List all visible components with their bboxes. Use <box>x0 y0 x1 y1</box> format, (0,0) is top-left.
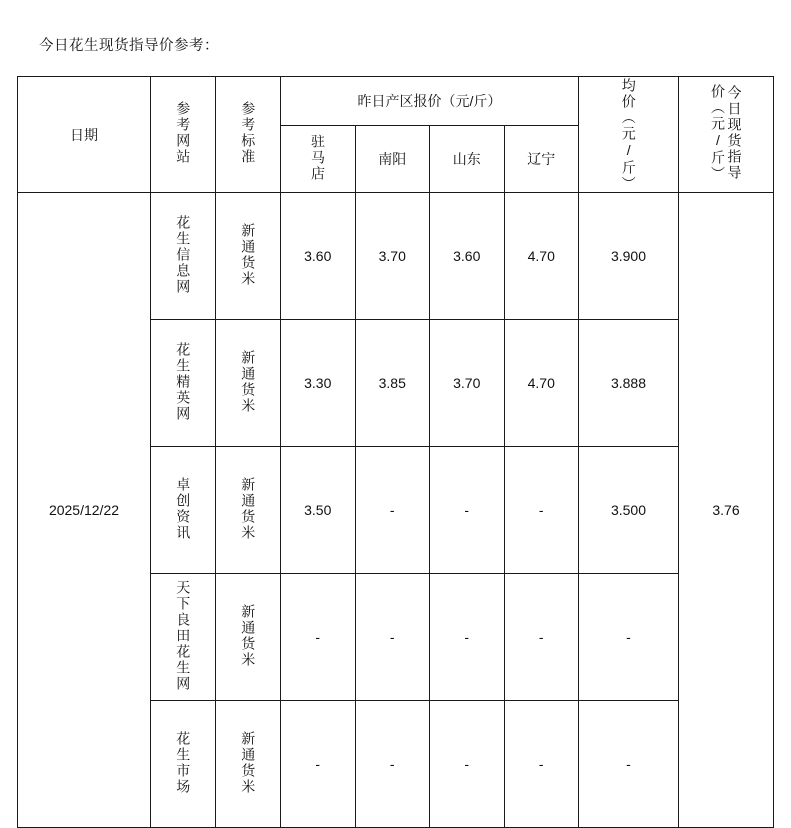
cell-site <box>151 701 216 828</box>
cell-average: 3.888 <box>579 320 679 447</box>
header-date <box>18 77 151 193</box>
cell-standard-label: 新通货米 <box>240 222 257 287</box>
header-standard <box>216 77 281 193</box>
header-region-liaoning-label: 辽宁 <box>527 151 556 167</box>
cell-site <box>151 574 216 701</box>
cell-price-liaoning: 4.70 <box>504 320 579 447</box>
document-page <box>17 14 774 795</box>
cell-price-nanyang: - <box>355 701 430 828</box>
header-standard-label: 参考标准 <box>240 101 257 165</box>
cell-price-zhumadian: 3.30 <box>281 320 356 447</box>
page-title: 今日花生现货指导价参考： <box>39 38 219 54</box>
header-average-label: 均价（元/斤） <box>620 77 637 192</box>
cell-price-shandong: - <box>430 701 505 828</box>
cell-site-label: 花生市场 <box>175 730 192 795</box>
header-guide-price <box>679 77 774 193</box>
cell-price-shandong: - <box>430 574 505 701</box>
cell-site-label: 花生精英网 <box>175 341 192 422</box>
table-row <box>18 193 774 320</box>
cell-guide-price: 3.76 <box>679 193 774 828</box>
cell-price-liaoning: - <box>504 447 579 574</box>
cell-price-zhumadian: - <box>281 701 356 828</box>
table-header-row-1 <box>18 77 774 126</box>
header-region-nanyang-label: 南阳 <box>378 151 407 167</box>
peanut-price-table <box>17 76 774 828</box>
cell-standard-label: 新通货米 <box>240 603 257 668</box>
cell-average: - <box>579 574 679 701</box>
cell-price-nanyang: - <box>355 574 430 701</box>
cell-date: 2025/12/22 <box>18 193 151 828</box>
header-region-shandong <box>430 126 505 193</box>
cell-standard <box>216 447 281 574</box>
cell-price-zhumadian: - <box>281 574 356 701</box>
cell-price-zhumadian: 3.50 <box>281 447 356 574</box>
cell-price-shandong: 3.60 <box>430 193 505 320</box>
header-region-nanyang <box>355 126 430 193</box>
header-region-shandong-label: 山东 <box>452 151 481 167</box>
cell-price-nanyang: 3.70 <box>355 193 430 320</box>
cell-site <box>151 193 216 320</box>
header-date-label: 日期 <box>70 126 98 143</box>
cell-price-shandong: - <box>430 447 505 574</box>
cell-average: 3.900 <box>579 193 679 320</box>
cell-price-liaoning: - <box>504 701 579 828</box>
header-region-zhumadian <box>281 126 356 193</box>
header-region-group <box>281 77 579 126</box>
header-region-zhumadian-label: 驻马店 <box>310 133 326 182</box>
cell-site <box>151 320 216 447</box>
cell-site-label: 花生信息网 <box>175 214 192 295</box>
header-region-liaoning <box>504 126 579 193</box>
cell-standard <box>216 320 281 447</box>
header-site <box>151 77 216 193</box>
cell-price-shandong: 3.70 <box>430 320 505 447</box>
header-region-group-label: 昨日产区报价（元/斤） <box>357 93 502 109</box>
cell-site-label: 天下良田花生网 <box>175 579 192 692</box>
cell-site <box>151 447 216 574</box>
cell-standard <box>216 574 281 701</box>
cell-standard-label: 新通货米 <box>240 730 257 795</box>
header-guide-price-label: 今日现货指导价（元/斤） <box>710 84 743 182</box>
cell-standard <box>216 701 281 828</box>
cell-average: 3.500 <box>579 447 679 574</box>
cell-standard <box>216 193 281 320</box>
cell-site-label: 卓创资讯 <box>175 476 192 541</box>
cell-average: - <box>579 701 679 828</box>
cell-standard-label: 新通货米 <box>240 476 257 541</box>
cell-price-nanyang: 3.85 <box>355 320 430 447</box>
cell-price-liaoning: - <box>504 574 579 701</box>
cell-price-liaoning: 4.70 <box>504 193 579 320</box>
header-average <box>579 77 679 193</box>
cell-standard-label: 新通货米 <box>240 349 257 414</box>
header-site-label: 参考网站 <box>175 101 192 165</box>
cell-price-zhumadian: 3.60 <box>281 193 356 320</box>
cell-price-nanyang: - <box>355 447 430 574</box>
